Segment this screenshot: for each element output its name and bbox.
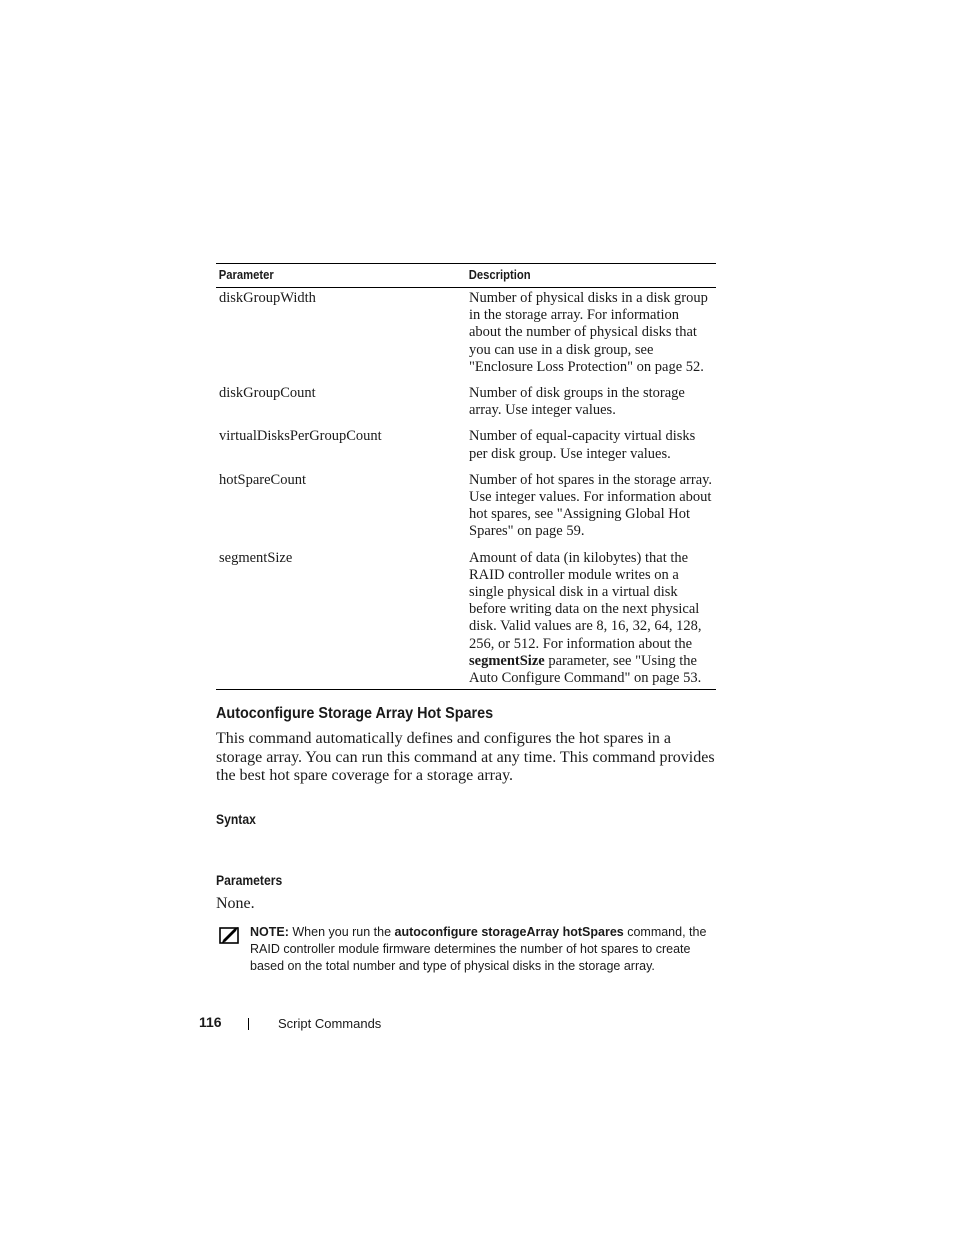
pencil-note-icon [219,926,241,944]
footer-separator [248,1018,249,1030]
parameters-body: None. [216,895,255,913]
table-row [216,383,716,426]
table-row [216,288,716,384]
param-name: hotSpareCount [219,471,306,488]
table-row [216,426,716,469]
syntax-heading: Syntax [216,812,256,828]
section-title: Autoconfigure Storage Array Hot Spares [216,705,494,723]
note-box [216,924,716,975]
note-text [250,924,716,975]
param-term: segmentSize [469,652,545,669]
param-description: Number of disk groups in the storage array. Use integer values. [469,385,685,419]
parameter-table [216,263,716,690]
page-content [216,263,716,975]
table-row [216,548,716,690]
param-name: diskGroupWidth [219,290,316,306]
footer-title: Script Commands [278,1016,382,1031]
param-description-text: Amount of data (in kilobytes) that the RAID controller module writes on a single physical disk in a virtual disk before writing data on the next physical disk. Valid values are 8, 16, 32, 64, 128, 256, or 512. For information about the [469,549,702,652]
note-command: autoconfigure storageArray hotSpares [394,924,624,939]
param-description: Number of physical disks in a disk group in the storage array. For information about the number of physical disks that you can use in a disk group, see "Enclosure Loss Protection" on page 52. [469,290,708,375]
note-label: NOTE: [250,924,289,939]
table-row [216,470,716,548]
table-header-row [216,264,716,288]
param-description: Number of equal-capacity virtual disks per disk group. Use integer values. [469,428,696,462]
section-body: This command automatically defines and configures the hot spares in a storage array. You can run this command at any time. This command provides the best hot spare coverage for a storage array. [216,730,715,785]
column-header-description: Description [466,264,691,288]
param-description [466,548,716,690]
param-description-text: parameter, see "Using the Auto Configure Command" on page 53. [469,652,702,687]
parameters-heading: Parameters [216,873,283,889]
column-header-parameter: Parameter [216,264,441,288]
note-text-part: command, the RAID controller module firmware determines the number of hot spares to create based on the total number and type of physical disks in the storage array. [250,924,707,973]
param-name: virtualDisksPerGroupCount [219,428,382,445]
note-text-part: When you run the [288,924,395,939]
param-name: segmentSize [216,548,466,690]
param-description: Number of hot spares in the storage array. Use integer values. For information about hot spares, see "Assigning Global Hot Spares" on page 59. [469,471,713,540]
param-name: diskGroupCount [219,385,316,402]
page-number: 116 [199,1014,222,1030]
